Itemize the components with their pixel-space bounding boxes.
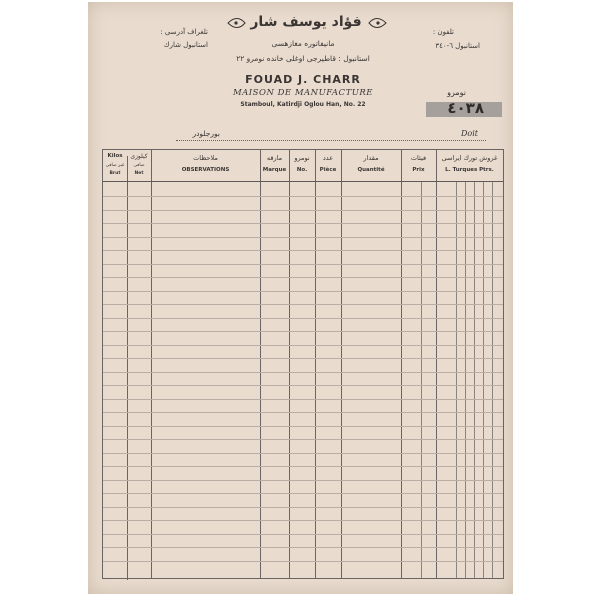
col-header-quantite: Quantité — [357, 167, 385, 173]
col-divider — [289, 150, 290, 578]
table-row — [103, 358, 503, 359]
col-header-ar-no: نومرو — [294, 154, 310, 162]
invoice-number: ٤٠٣٨ — [447, 99, 484, 117]
telephone-label: تلفون : — [432, 28, 454, 36]
table-row — [103, 412, 503, 413]
col-subdivider — [465, 182, 466, 578]
col-subdivider — [492, 182, 493, 578]
logo-calligraphy: فؤاد يوسف شار — [250, 14, 362, 30]
table-row — [103, 223, 503, 224]
header-divider — [103, 181, 503, 182]
col-divider — [436, 150, 437, 578]
table-row — [103, 561, 503, 562]
telegraph-value: استانبول شارك — [163, 41, 208, 49]
subtitle-ar: مانيفاتوره مغازهسى — [271, 39, 335, 48]
address-ar: استانبول : قاطيرجى اوغلى خانده نومرو ٢٢ — [236, 54, 370, 63]
table-row — [103, 493, 503, 494]
col-header-net: Net — [134, 171, 144, 176]
table-row — [103, 250, 503, 251]
col-header-prix: Prix — [412, 167, 425, 173]
col-divider — [127, 156, 128, 580]
company-name: FOUAD J. CHARR — [245, 73, 361, 86]
col-header-ar-observations: ملاحظات — [193, 154, 218, 162]
table-row — [103, 372, 503, 373]
col-header-ar-piece: عدد — [322, 154, 334, 162]
table-row — [103, 196, 503, 197]
table-row — [103, 331, 503, 332]
invoice-sheet — [88, 2, 513, 594]
table-row — [103, 345, 503, 346]
table-row — [103, 399, 503, 400]
table-row — [103, 318, 503, 319]
items-table — [102, 149, 504, 579]
debtor-line — [176, 140, 486, 141]
ornament-right-icon — [368, 16, 388, 30]
table-row — [103, 237, 503, 238]
col-divider — [341, 150, 342, 578]
table-row — [103, 304, 503, 305]
col-header-brut: Brut — [109, 171, 121, 176]
company-address: Stamboul, Katirdji Oglou Han, No. 22 — [240, 101, 366, 108]
table-row — [103, 507, 503, 508]
table-row — [103, 534, 503, 535]
col-header-ar-prix: فيئات — [410, 154, 427, 162]
col-header-marque: Marque — [262, 167, 287, 173]
col-header-kilos: Kilos — [107, 153, 123, 159]
table-row — [103, 264, 503, 265]
table-row — [103, 466, 503, 467]
col-subdivider — [421, 182, 422, 578]
invoice-number-label: نومرو — [447, 88, 466, 97]
debtor-label-ar: بورجلودر — [192, 129, 220, 138]
col-divider — [315, 150, 316, 578]
col-header-ar-brut: غير صافى — [105, 163, 125, 168]
debtor-label: Doit — [461, 129, 479, 138]
table-row — [103, 439, 503, 440]
col-header-observations: OBSERVATIONS — [181, 167, 230, 173]
col-header-ar-price-lt: غروش تورك ايراسى — [441, 154, 498, 162]
col-divider — [151, 150, 152, 578]
col-header-no: No. — [296, 167, 308, 173]
col-header-piece: Pièce — [319, 167, 337, 173]
table-row — [103, 277, 503, 278]
col-subdivider — [456, 182, 457, 578]
col-divider — [401, 150, 402, 578]
telegraph-label: تلغراف آدرسى : — [160, 28, 208, 36]
col-header-ar-marque: مارقه — [266, 154, 283, 162]
table-row — [103, 520, 503, 521]
table-row — [103, 210, 503, 211]
table-row — [103, 547, 503, 548]
col-header-ar-kilos: كيلوزى — [130, 153, 148, 160]
table-row — [103, 291, 503, 292]
table-row — [103, 385, 503, 386]
col-subdivider — [474, 182, 475, 578]
col-header-price-lt: L. Turques Ptrs. — [445, 167, 494, 173]
telephone-value: استانبول ٦-٣٤٠ — [435, 42, 480, 50]
table-row — [103, 426, 503, 427]
table-row — [103, 480, 503, 481]
col-subdivider — [483, 182, 484, 578]
col-header-ar-net: صافى — [133, 163, 145, 168]
table-row — [103, 453, 503, 454]
col-divider — [260, 150, 261, 578]
company-tagline: MAISON DE MANUFACTURE — [232, 88, 374, 98]
col-header-ar-quantite: مقدار — [363, 154, 379, 162]
